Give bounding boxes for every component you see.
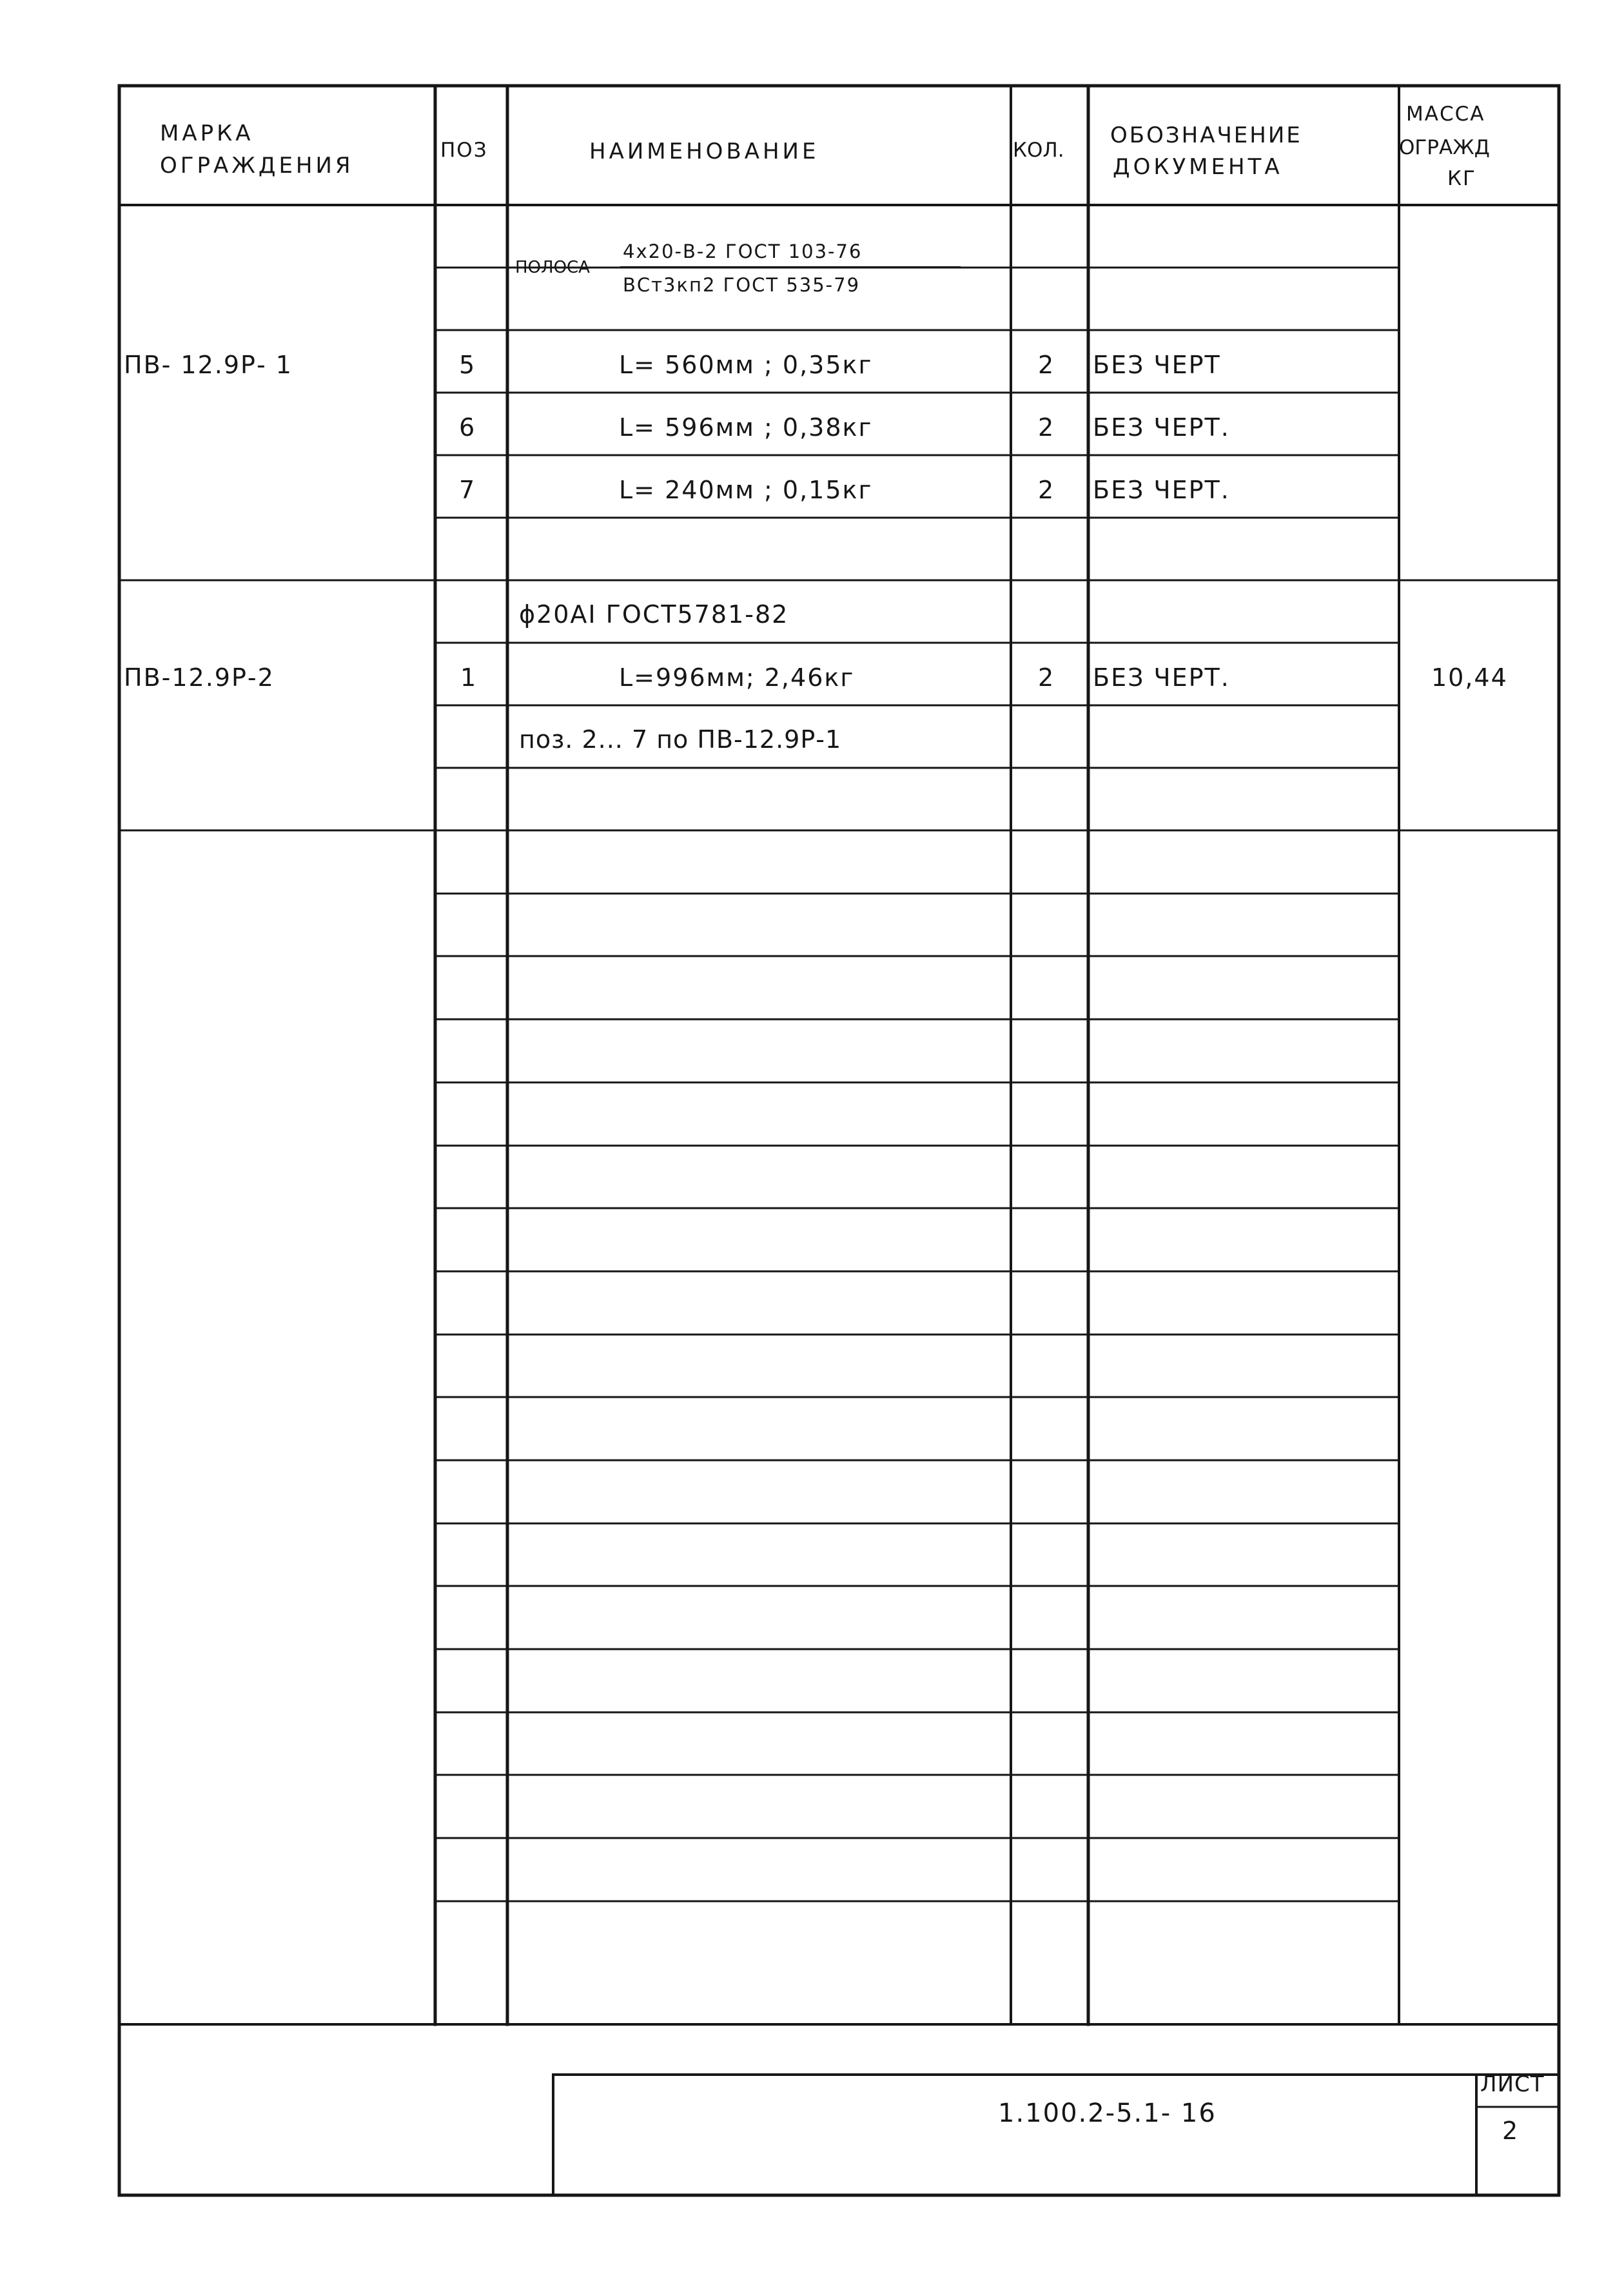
- row-qty: 2: [1038, 663, 1055, 692]
- row-pos: 5: [459, 351, 476, 379]
- document-code: 1.100.2-5.1- 16: [998, 2098, 1217, 2128]
- header-qty: КОЛ.: [1013, 139, 1064, 162]
- header-mass-line1: МАССА: [1406, 103, 1485, 126]
- sheet-label: ЛИСТ: [1480, 2071, 1545, 2097]
- note-positions-reference: поз. 2... 7 по ПВ-12.9Р-1: [519, 725, 842, 754]
- row-doc: БЕЗ ЧЕРТ.: [1093, 476, 1230, 504]
- row-doc: БЕЗ ЧЕРТ.: [1093, 413, 1230, 442]
- row-name: L= 240мм ; 0,15кг: [619, 476, 873, 504]
- material-prefix: ПОЛОСА: [515, 258, 590, 277]
- header-mass-line2: ОГРАЖД: [1399, 136, 1490, 159]
- row-name: L= 560мм ; 0,35кг: [619, 351, 873, 379]
- material-numerator: 4х20-В-2 ГОСТ 103-76: [623, 240, 863, 262]
- sheet-number: 2: [1502, 2117, 1520, 2145]
- header-doc-line2: ДОКУМЕНТА: [1113, 154, 1283, 180]
- mark-pv-12-9r-2: ПВ-12.9Р-2: [124, 663, 275, 692]
- row-name: L=996мм; 2,46кг: [619, 663, 855, 692]
- row-qty: 2: [1038, 351, 1055, 379]
- material-rebar: ϕ20АI ГОСТ5781-82: [519, 600, 789, 629]
- material-denominator: ВСт3кп2 ГОСТ 535-79: [623, 274, 861, 296]
- header-pos: ПОЗ: [440, 139, 488, 162]
- header-mass-line3: КГ: [1447, 167, 1476, 190]
- row-qty: 2: [1038, 476, 1055, 504]
- row-doc: БЕЗ ЧЕРТ: [1093, 351, 1221, 379]
- row-doc: БЕЗ ЧЕРТ.: [1093, 663, 1230, 692]
- row-pos: 7: [459, 476, 476, 504]
- row-mass: 10,44: [1431, 663, 1508, 692]
- fraction-line: [620, 266, 961, 268]
- row-qty: 2: [1038, 413, 1055, 442]
- header-mark-line1: МАРКА: [160, 121, 254, 146]
- row-name: L= 596мм ; 0,38кг: [619, 413, 873, 442]
- mark-pv-12-9r-1: ПВ- 12.9Р- 1: [124, 351, 293, 379]
- row-pos: 6: [459, 413, 476, 442]
- header-mark-line2: ОГРАЖДЕНИЯ: [160, 153, 354, 179]
- header-name: НАИМЕНОВАНИЕ: [589, 139, 819, 164]
- header-doc-line1: ОБОЗНАЧЕНИЕ: [1110, 122, 1302, 148]
- row-pos: 1: [460, 663, 478, 692]
